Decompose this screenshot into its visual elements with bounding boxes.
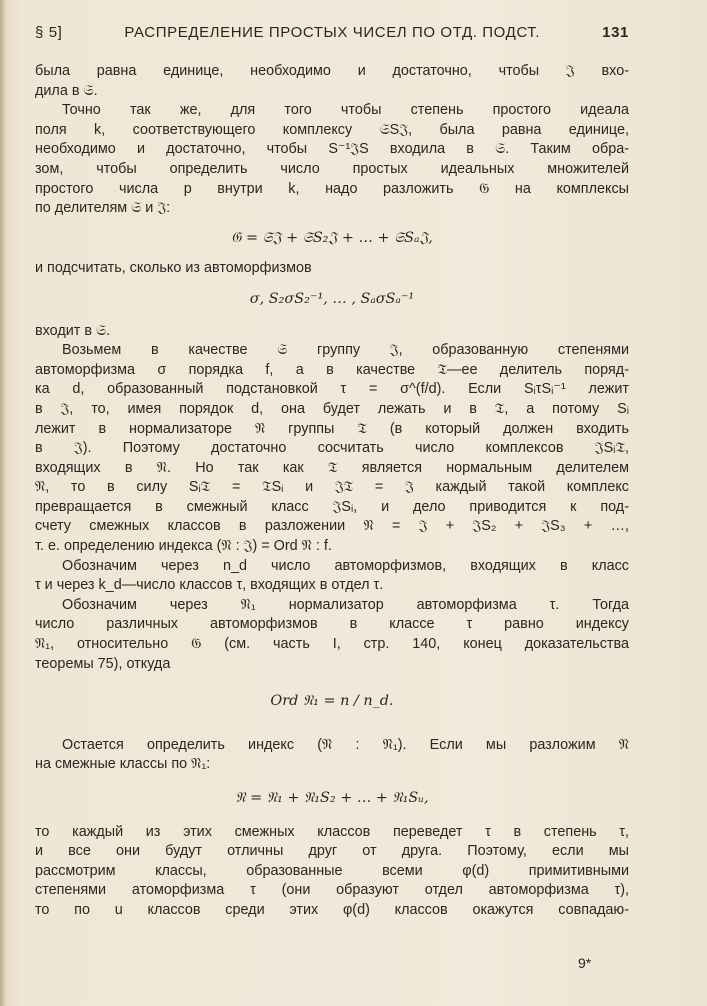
running-header (35, 24, 629, 41)
text-line: то по u классов среди этих φ(d) классов окажутся совпадаю- (35, 901, 629, 918)
text-line: 𝔑₁, относительно 𝔊 (см. часть I, стр. 140, конец доказательства (35, 636, 629, 653)
text-line: была равна единице, необходимо и достаточно, чтобы 𝔍 вхо- (35, 63, 629, 79)
running-title: РАСПРЕДЕЛЕНИЕ ПРОСТЫХ ЧИСЕЛ ПО ОТД. ПОДСТ. (124, 24, 541, 41)
text-line: поля k, соответствующего комплексу 𝔖S𝔍, была равна единице, (35, 121, 629, 138)
text-line: Обозначим через 𝔑₁ нормализатор автоморфизма τ. Тогда (62, 596, 629, 613)
formula-decomposition: 𝔊 = 𝔖𝔍 + 𝔖S₂𝔍 + … + 𝔖Sₐ𝔍, (231, 229, 433, 246)
text-line: входит в 𝔖. (35, 322, 111, 339)
text-line: на смежные классы по 𝔑₁: (35, 756, 211, 773)
text-line: Обозначим через n_d число автоморфизмов, входящих в класс (62, 557, 629, 574)
text-line: и все они будут отличны друг от друга. Поэтому, если мы (35, 843, 629, 860)
text-line: зом, чтобы определить число простых идеальных множителей (35, 160, 629, 177)
text-line: 𝔑, то в силу Sᵢ𝔗 = 𝔗Sᵢ и 𝔍𝔗 = 𝔍 каждый такой комплекс (35, 479, 629, 496)
text-line: входящих в 𝔑. Но так как 𝔗 является нормальным делителем (35, 459, 629, 476)
text-line: по делителям 𝔖 и 𝔍: (35, 200, 171, 217)
text-line: теоремы 75), откуда (35, 655, 171, 672)
section-marker: § 5] (35, 24, 63, 41)
formula-automorphisms: σ, S₂σS₂⁻¹, … , SₐσSₐ⁻¹ (249, 290, 415, 307)
text-line: в 𝔍, то, имея порядок d, она будет лежать и в 𝔗, а потому Sᵢ (35, 400, 629, 417)
text-line: рассмотрим классы, образованные всеми φ(d) примитивными (35, 862, 629, 879)
text-line: простого числа p внутри k, надо разложить 𝔊 на комплексы (35, 180, 629, 197)
text-line: дила в 𝔖. (35, 82, 98, 99)
text-line: необходимо и достаточно, чтобы S⁻¹𝔍S входила в 𝔖. Таким обра- (35, 141, 629, 158)
text-line: то каждый из этих смежных классов переведет τ в степень τ, (35, 823, 629, 840)
text-line: и подсчитать, сколько из автоморфизмов (35, 260, 312, 277)
text-line: степенями атоморфизма τ (они образуют отдел автоморфизма τ), (35, 882, 629, 899)
text-line: т. е. определению индекса (𝔑 : 𝔍) = Ord 𝔑 : f. (35, 538, 332, 555)
page-edge-shadow (0, 0, 6, 1006)
text-line: Возьмем в качестве 𝔖 группу 𝔍, образованную степенями (62, 342, 629, 359)
text-line: число различных автоморфизмов в классе τ равно индексу (35, 616, 629, 633)
text-line: в 𝔍). Поэтому достаточно сосчитать число комплексов 𝔍Sᵢ𝔗, (35, 440, 629, 457)
page-number: 131 (602, 24, 629, 41)
text-line: ка d, образованный подстановкой τ = σ^(f/d). Если SᵢτSᵢ⁻¹ лежит (35, 381, 629, 398)
text-line: автоморфизма σ порядка f, а в качестве 𝔗—ее делитель поряд- (35, 361, 629, 378)
formula-coset-decomposition: 𝔑 = 𝔑₁ + 𝔑₁S₂ + … + 𝔑₁Sᵤ, (235, 790, 429, 806)
text-line: Остается определить индекс (𝔑 : 𝔑₁). Если мы разложим 𝔑 (62, 736, 629, 753)
text-line: Точно так же, для того чтобы степень простого идеала (62, 102, 629, 119)
formula-order-normalizer: Ord 𝔑₁ = n / n_d. (270, 693, 394, 710)
text-line: τ и через k_d—число классов τ, входящих в отдел τ. (35, 577, 384, 594)
page-body (35, 62, 629, 921)
text-line: счету смежных классов в разложении 𝔑 = 𝔍 + 𝔍S₂ + 𝔍S₃ + …, (35, 518, 629, 535)
signature-mark: 9* (578, 955, 592, 971)
text-line: лежит в нормализаторе 𝔑 группы 𝔗 (в который должен входить (35, 420, 629, 437)
text-line: превращается в смежный класс 𝔍Sᵢ, и дело приводится к под- (35, 498, 629, 515)
